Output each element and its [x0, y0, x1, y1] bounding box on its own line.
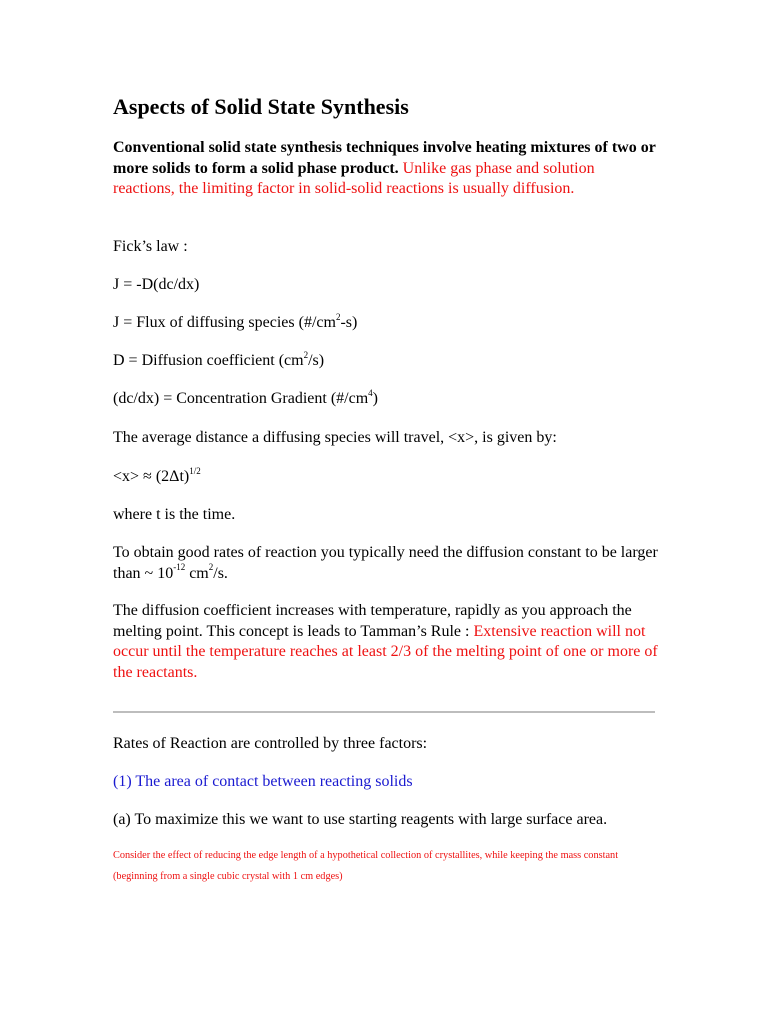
intro-red-text: Unlike gas phase and solution reactions, the limiting factor in solid-solid reactions is usually diffusion.: [113, 159, 595, 197]
diffusion-coefficient-definition: [113, 351, 324, 372]
note-text: Consider the effect of reducing the edge length of a hypothetical collection of crystallites, while keeping the mass constant (beginning from a single cubic crystal with 1 cm edges): [113, 850, 619, 882]
tamman-paragraph: [113, 601, 658, 683]
gradient-text: (dc/dx) = Concentration Gradient (#/cm: [113, 390, 369, 407]
diffusion-distance-equation: [113, 467, 201, 488]
ficks-law-label: Fick’s law :: [113, 238, 188, 255]
diffcoef-superscript: 2: [303, 349, 309, 360]
rates-text: To obtain good rates of reaction you typically need the diffusion constant to be larger than ~ 10: [113, 544, 658, 582]
diffcoef-text-end: /s): [308, 352, 325, 369]
factors-heading: Rates of Reaction are controlled by three factors:: [113, 735, 428, 752]
diffcoef-text: D = Diffusion coefficient (cm: [113, 352, 304, 369]
rates-text-end: /s.: [213, 564, 228, 582]
flux-text-end: -s): [340, 314, 358, 331]
concentration-gradient-definition: [113, 389, 378, 410]
gradient-text-end: ): [372, 390, 378, 407]
flux-superscript: 2: [335, 311, 341, 322]
rates-exponent: -12: [173, 562, 186, 573]
intro-paragraph: [113, 138, 658, 200]
flux-definition: [113, 313, 357, 334]
gradient-superscript: 4: [368, 387, 373, 398]
page-title: Aspects of Solid State Synthesis: [113, 94, 409, 119]
rates-unit-superscript: 2: [208, 562, 214, 573]
ficks-equation: J = -D(dc/dx): [113, 276, 200, 293]
where-text: where t is the time.: [113, 506, 236, 523]
average-distance-text: The average distance a diffusing species will travel, <x>, is given by:: [113, 429, 557, 446]
intro-bold-text: Conventional solid state synthesis techniques involve heating mixtures of two or more solids to form a solid phase product.: [113, 139, 656, 177]
tamman-black-text: The diffusion coefficient increases with temperature, rapidly as you approach the melting point. This concept is leads to Tamman’s Rule :: [113, 602, 632, 640]
factor-1a-text: (a) To maximize this we want to use starting reagents with large surface area.: [113, 811, 608, 828]
rates-unit: cm: [185, 564, 209, 582]
tamman-rule-text: Extensive reaction will not occur until the temperature reaches at least 2/3 of the melting point of one or more of the reactants.: [113, 622, 658, 681]
rates-paragraph: [113, 543, 658, 584]
approx-superscript: 1/2: [189, 465, 201, 476]
approx-text: <x> ≈ (2Δt): [113, 468, 190, 485]
flux-text: J = Flux of diffusing species (#/cm: [113, 314, 336, 331]
factor-1-heading: (1) The area of contact between reacting solids: [113, 773, 413, 790]
horizontal-divider: [113, 711, 655, 713]
